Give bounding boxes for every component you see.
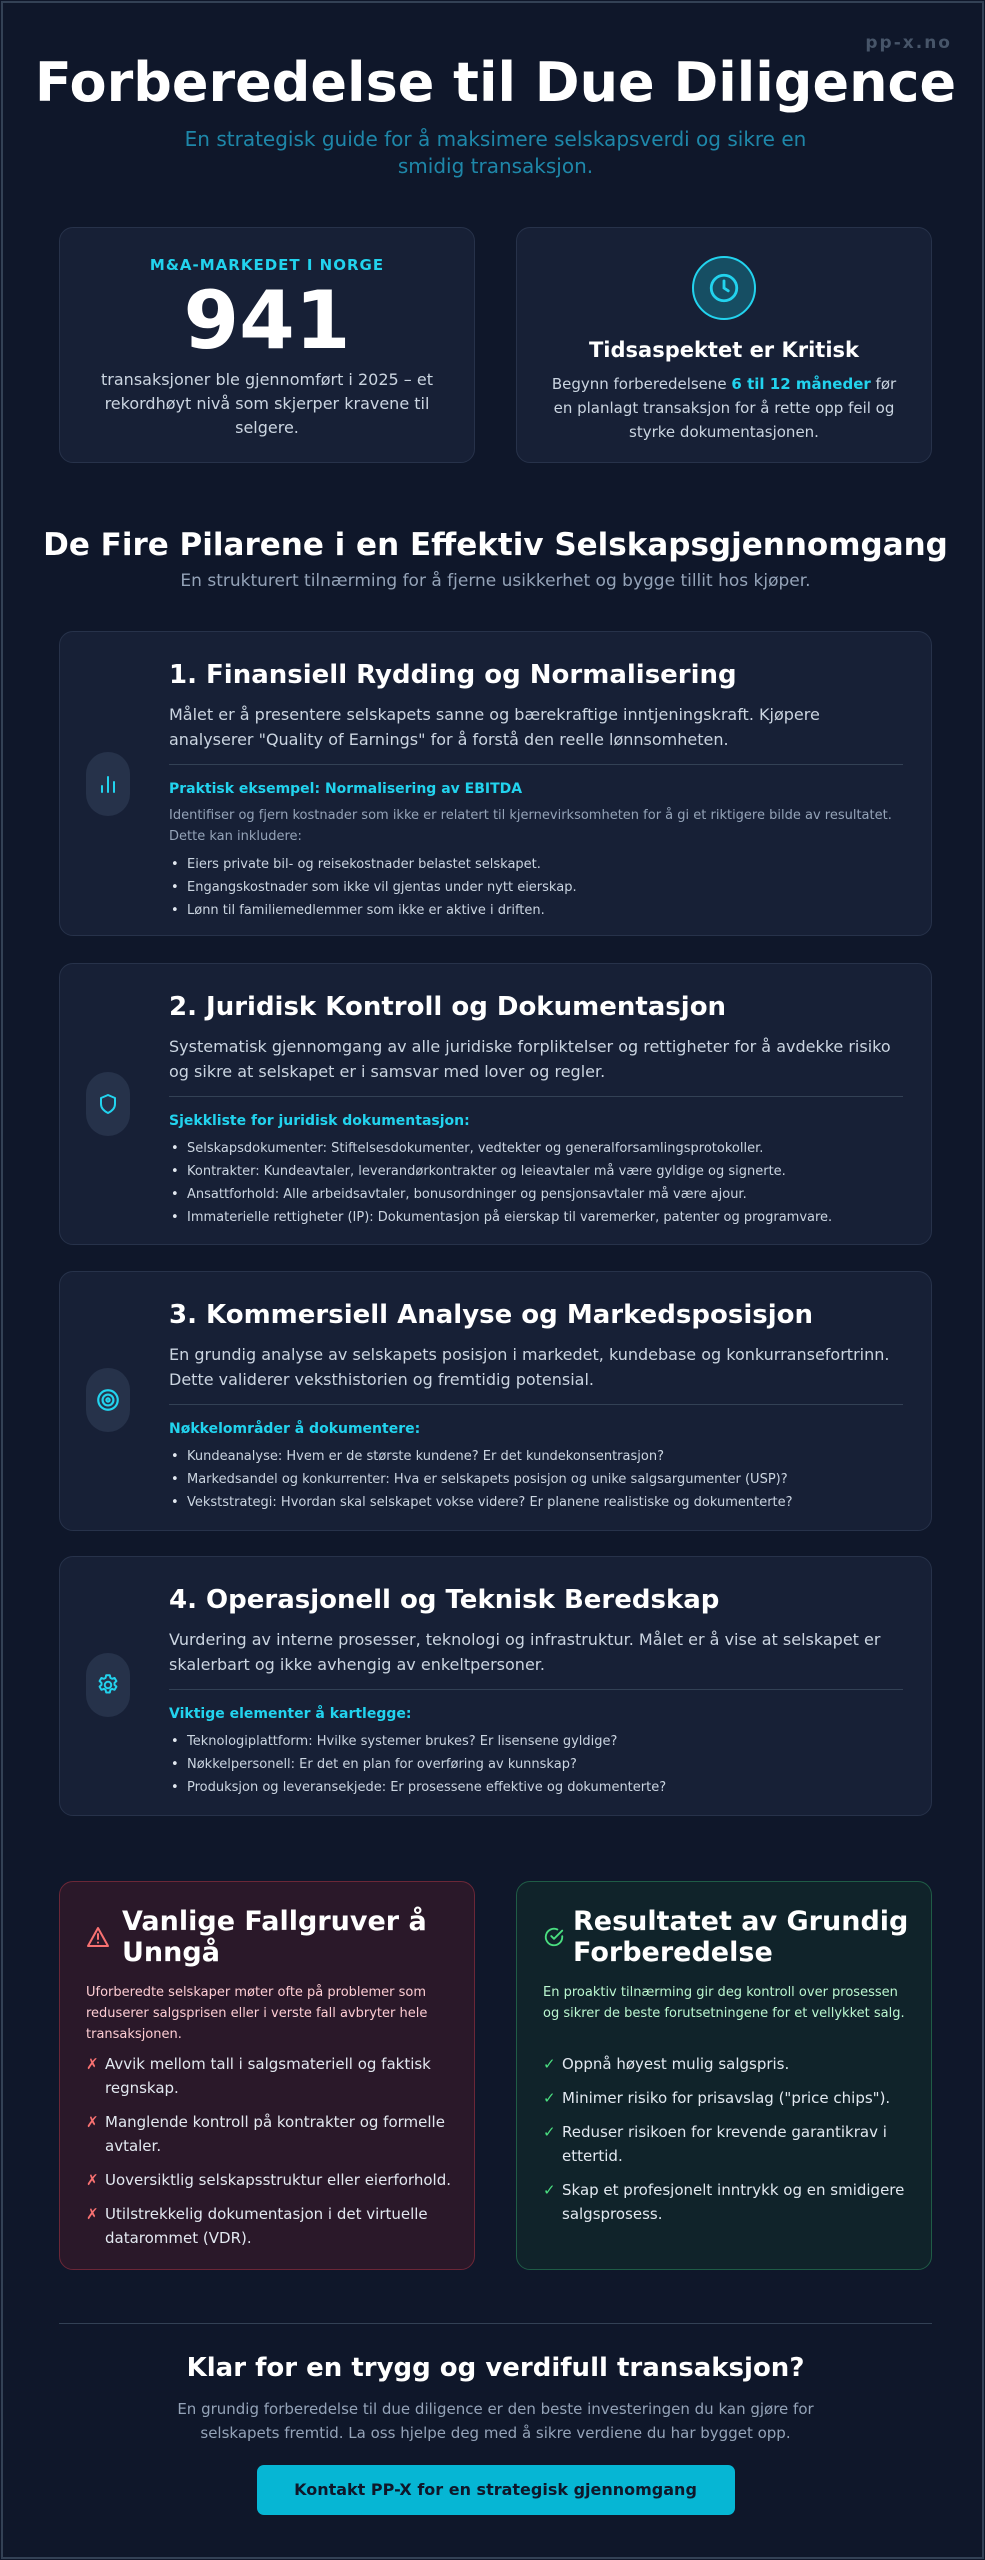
timing-desc-highlight: 6 til 12 måneder: [731, 375, 871, 393]
list-item: [86, 2052, 452, 2100]
pillar-description: En grundig analyse av selskapets posisjon i markedet, kundebase og konkurransefortrinn. Dette validerer veksthistorien og fremtidig potensial.: [169, 1345, 890, 1389]
pillar-subheading: Sjekkliste for juridisk dokumentasjon:: [169, 1113, 470, 1129]
target-icon: [86, 1368, 130, 1432]
check-mark-icon: ✓: [543, 2181, 556, 2199]
check-mark-icon: ✓: [543, 2123, 556, 2141]
list-item: • Teknologiplattform: Hvilke systemer brukes? Er lisensene gyldige?: [169, 1730, 903, 1753]
results-list: [543, 2052, 909, 2236]
pillar-bullet-list: [169, 853, 903, 922]
pitfall-text: Uoversiktlig selskapsstruktur eller eierforhold.: [105, 2171, 451, 2189]
pillar-bullet-list: [169, 1445, 903, 1514]
market-stat-card: [59, 227, 475, 463]
bar-chart-icon: [86, 752, 130, 816]
pillar-title: 4. Operasjonell og Teknisk Beredskap: [169, 1585, 720, 1615]
list-item: [86, 2168, 452, 2192]
cta-title: Klar for en trygg og verdifull transaksjon?: [186, 2353, 805, 2383]
list-item: [86, 2202, 452, 2250]
pillar-description: Målet er å presentere selskapets sanne og bærekraftige inntjeningskraft. Kjøpere analyserer "Quality of Earnings" for å forstå den reelle lønnsomheten.: [169, 705, 820, 749]
header: [3, 48, 985, 180]
page-subtitle: En strategisk guide for å maksimere selskapsverdi og sikre en smidig transaksjon.: [184, 127, 807, 178]
results-title: Resultatet av Grundig Forberedelse: [573, 1906, 909, 1968]
page-frame: [1, 1, 984, 2559]
market-stat-label: M&A-MARKEDET I NORGE: [149, 256, 385, 274]
pillar-bullet-list: [169, 1730, 903, 1799]
pillar-body: [169, 1583, 903, 1799]
list-item: • Engangskostnader som ikke vil gjentas under nytt eierskap.: [169, 876, 903, 899]
list-item: [543, 2120, 909, 2168]
pillar-title: 2. Juridisk Kontroll og Dokumentasjon: [169, 992, 727, 1022]
list-item: • Lønn til familiemedlemmer som ikke er aktive i driften.: [169, 899, 903, 922]
list-item: [543, 2178, 909, 2226]
list-item: • Ansattforhold: Alle arbeidsavtaler, bonusordninger og pensjonsavtaler må være ajour.: [169, 1183, 903, 1206]
pillar-subheading: Nøkkelområder å dokumentere:: [169, 1421, 421, 1437]
pitfalls-list: [86, 2052, 452, 2260]
contact-button[interactable]: Kontakt PP-X for en strategisk gjennomgang: [257, 2465, 735, 2515]
list-item: • Markedsandel og konkurrenter: Hva er selskapets posisjon og unike salgsargumenter (USP)?: [169, 1468, 903, 1491]
list-item: [543, 2086, 909, 2110]
list-item: • Selskapsdokumenter: Stiftelsesdokumenter, vedtekter og generalforsamlingsprotokoller.: [169, 1137, 903, 1160]
pitfalls-box: [59, 1881, 475, 2270]
list-item: [86, 2110, 452, 2158]
list-item: [543, 2052, 909, 2076]
divider: [169, 764, 903, 765]
cta-section: [3, 2349, 985, 2515]
divider: [59, 2323, 932, 2324]
pillar-card-legal: [59, 963, 932, 1245]
warning-icon: [86, 1926, 110, 1952]
pillar-card-operational: [59, 1556, 932, 1816]
pillar-body: [169, 658, 903, 922]
pitfall-text: Manglende kontroll på kontrakter og formelle avtaler.: [105, 2113, 445, 2155]
pitfalls-title: Vanlige Fallgruver å Unngå: [122, 1906, 427, 1968]
pillar-description: Vurdering av interne prosesser, teknologi og infrastruktur. Målet er å vise at selskapet er skalerbart og ikke avhengig av enkeltpersoner.: [169, 1630, 881, 1674]
watermark: pp-x.no: [865, 33, 952, 53]
cta-description: En grundig forberedelse til due diligence er den beste investeringen du kan gjøre for selskapets fremtid. La oss hjelpe deg med å sikre verdiene du har bygget opp.: [177, 2400, 814, 2442]
pillar-subheading: Viktige elementer å kartlegge:: [169, 1706, 412, 1722]
timing-stat-title: Tidsaspektet er Kritisk: [588, 338, 860, 362]
clock-icon: [692, 256, 756, 320]
result-text: Reduser risikoen for krevende garantikrav i ettertid.: [562, 2123, 887, 2165]
pitfalls-description: Uforberedte selskaper møter ofte på problemer som reduserer salgsprisen eller i verste fall avbryter hele transaksjonen.: [86, 1985, 428, 2042]
list-item: • Kontrakter: Kundeavtaler, leverandørkontrakter og leieavtaler må være gyldige og signerte.: [169, 1160, 903, 1183]
list-item: • Nøkkelpersonell: Er det en plan for overføring av kunnskap?: [169, 1753, 903, 1776]
pillar-title: 3. Kommersiell Analyse og Markedsposisjon: [169, 1300, 814, 1330]
shield-icon: [86, 1072, 130, 1136]
pillar-body: [169, 990, 903, 1229]
pillar-subheading: Praktisk eksempel: Normalisering av EBITDA: [169, 781, 523, 797]
x-mark-icon: ✗: [86, 2205, 99, 2223]
timing-desc-after: før en planlagt transaksjon for å rette opp feil og styrke dokumentasjonen.: [553, 375, 897, 441]
check-circle-icon: [543, 1926, 565, 1952]
divider: [169, 1096, 903, 1097]
timing-stat-card: [516, 227, 932, 463]
timing-stat-description: [517, 372, 931, 444]
check-mark-icon: ✓: [543, 2055, 556, 2073]
pitfall-text: Avvik mellom tall i salgsmateriell og faktisk regnskap.: [105, 2055, 431, 2097]
x-mark-icon: ✗: [86, 2113, 99, 2131]
pillar-title: 1. Finansiell Rydding og Normalisering: [169, 660, 737, 690]
pillar-bullet-list: [169, 1137, 903, 1229]
x-mark-icon: ✗: [86, 2055, 99, 2073]
pillars-section-header: [3, 523, 985, 591]
check-mark-icon: ✓: [543, 2089, 556, 2107]
pitfall-text: Utilstrekkelig dokumentasjon i det virtuelle datarommet (VDR).: [105, 2205, 428, 2247]
timing-desc-before: Begynn forberedelsene: [551, 375, 732, 393]
result-text: Skap et profesjonelt inntrykk og en smidigere salgsprosess.: [562, 2181, 905, 2223]
x-mark-icon: ✗: [86, 2171, 99, 2189]
pillar-card-financial: [59, 631, 932, 936]
list-item: • Produksjon og leveransekjede: Er prosessene effektive og dokumenterte?: [169, 1776, 903, 1799]
pillar-description: Systematisk gjennomgang av alle juridiske forpliktelser og rettigheter for å avdekke risiko og sikre at selskapet er i samsvar med lover og regler.: [169, 1037, 891, 1081]
list-item: • Immaterielle rettigheter (IP): Dokumentasjon på eierskap til varemerker, patenter og programvare.: [169, 1206, 903, 1229]
result-text: Minimer risiko for prisavslag ("price chips").: [562, 2089, 891, 2107]
page-title: Forberedelse til Due Diligence: [34, 51, 957, 114]
gear-icon: [86, 1653, 130, 1717]
results-description: En proaktiv tilnærming gir deg kontroll over prosessen og sikrer de beste forutsetningene for et vellykket salg.: [543, 1985, 905, 2021]
divider: [169, 1404, 903, 1405]
result-text: Oppnå høyest mulig salgspris.: [562, 2055, 790, 2073]
pillars-section-title: De Fire Pilarene i en Effektiv Selskapsgjennomgang: [43, 527, 948, 563]
list-item: • Kundeanalyse: Hvem er de største kundene? Er det kundekonsentrasjon?: [169, 1445, 903, 1468]
pillar-body: [169, 1298, 903, 1514]
list-item: • Vekststrategi: Hvordan skal selskapet vokse videre? Er planene realistiske og dokumenterte?: [169, 1491, 903, 1514]
divider: [169, 1689, 903, 1690]
pillar-card-commercial: [59, 1271, 932, 1531]
results-box: [516, 1881, 932, 2270]
pillars-section-subtitle: En strukturert tilnærming for å fjerne usikkerhet og bygge tillit hos kjøper.: [180, 571, 811, 591]
list-item: • Eiers private bil- og reisekostnader belastet selskapet.: [169, 853, 903, 876]
market-stat-description: transaksjoner ble gjennomført i 2025 – et rekordhøyt nivå som skjerper kravene til selgere.: [101, 370, 433, 437]
market-stat-number: 941: [183, 274, 351, 367]
pillar-sub-description: Identifiser og fjern kostnader som ikke er relatert til kjernevirksomheten for å gi et riktigere bilde av resultatet. Dette kan inkludere:: [169, 808, 892, 844]
